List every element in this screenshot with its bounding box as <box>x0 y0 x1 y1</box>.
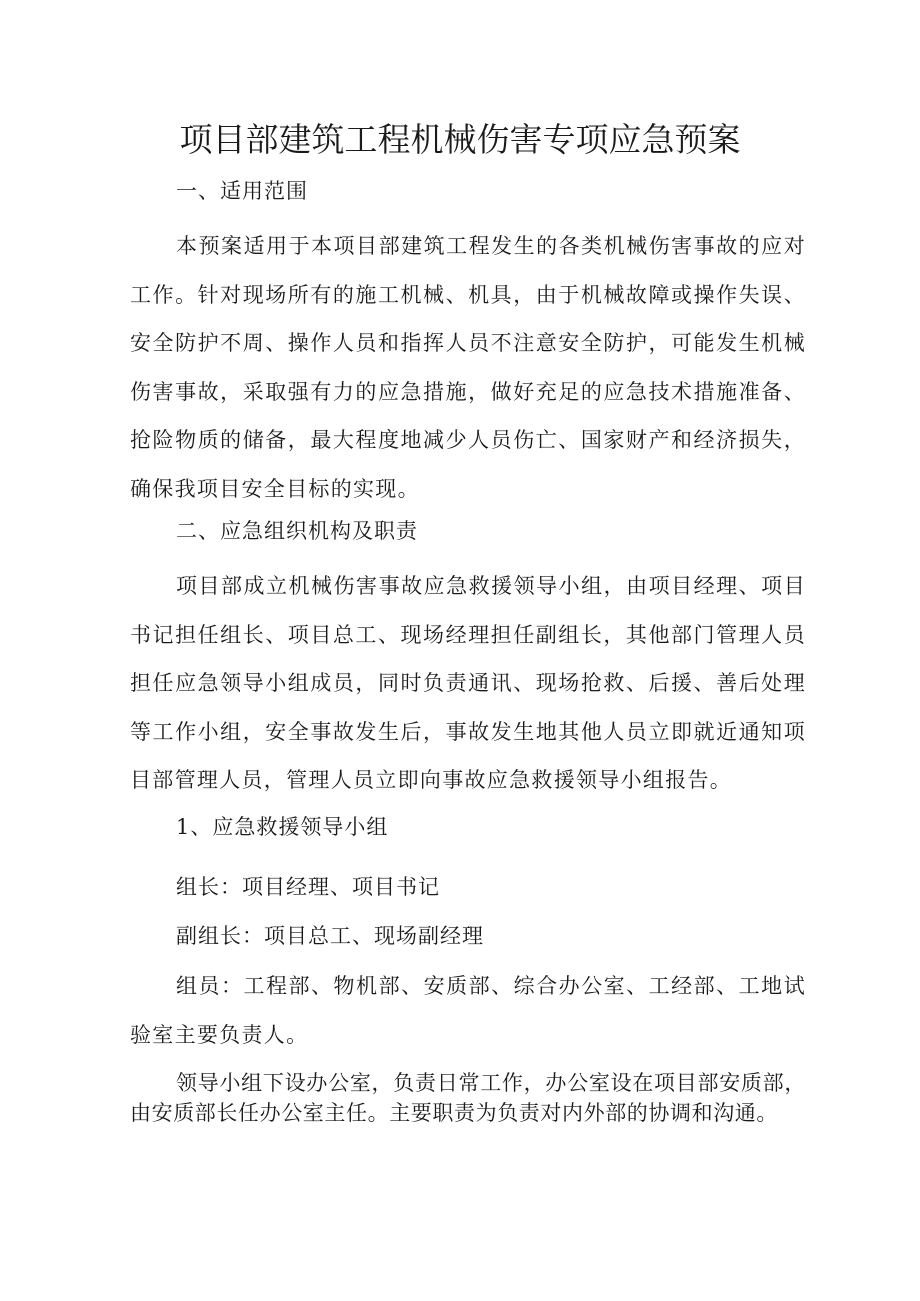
scope-paragraph: 本预案适用于本项目部建筑工程发生的各类机械伤害事故的应对工作。针对现场所有的施工机械、机具，由于机械故障或操作失误、安全防护不周、操作人员和指挥人员不注意安全防护，可能发生机械伤害事故，采取强有力的应急措施，做好充足的应急技术措施准备、抢险物质的储备，最大程度地减少人员伤亡、国家财产和经济损失，确保我项目安全目标的实现。 <box>130 234 806 501</box>
office-paragraph: 领导小组下设办公室，负责日常工作，办公室设在项目部安质部，由安质部长任办公室主任。主要职责为负责对内外部的协调和沟通。 <box>130 1071 806 1125</box>
document-title: 项目部建筑工程机械伤害专项应急预案 <box>179 120 741 159</box>
members-paragraph: 组员：工程部、物机部、安质部、综合办公室、工经部、工地试验室主要负责人。 <box>130 974 806 1047</box>
section-heading-organization: 二、应急组织机构及职责 <box>176 519 418 543</box>
leader-line: 组长：项目经理、项目书记 <box>176 875 440 899</box>
subsection-heading-leadership: 1、应急救援领导小组 <box>176 815 389 839</box>
section-heading-scope: 一、适用范围 <box>176 179 308 203</box>
organization-paragraph: 项目部成立机械伤害事故应急救援领导小组，由项目经理、项目书记担任组长、项目总工、现场经理担任副组长，其他部门管理人员担任应急领导小组成员，同时负责通讯、现场抢救、后援、善后处理等工作小组，安全事故发生后，事故发生地其他人员立即就近通知项目部管理人员，管理人员立即向事故应急救援领导小组报告。 <box>130 574 806 792</box>
deputy-leader-line: 副组长：项目总工、现场副经理 <box>176 924 484 948</box>
